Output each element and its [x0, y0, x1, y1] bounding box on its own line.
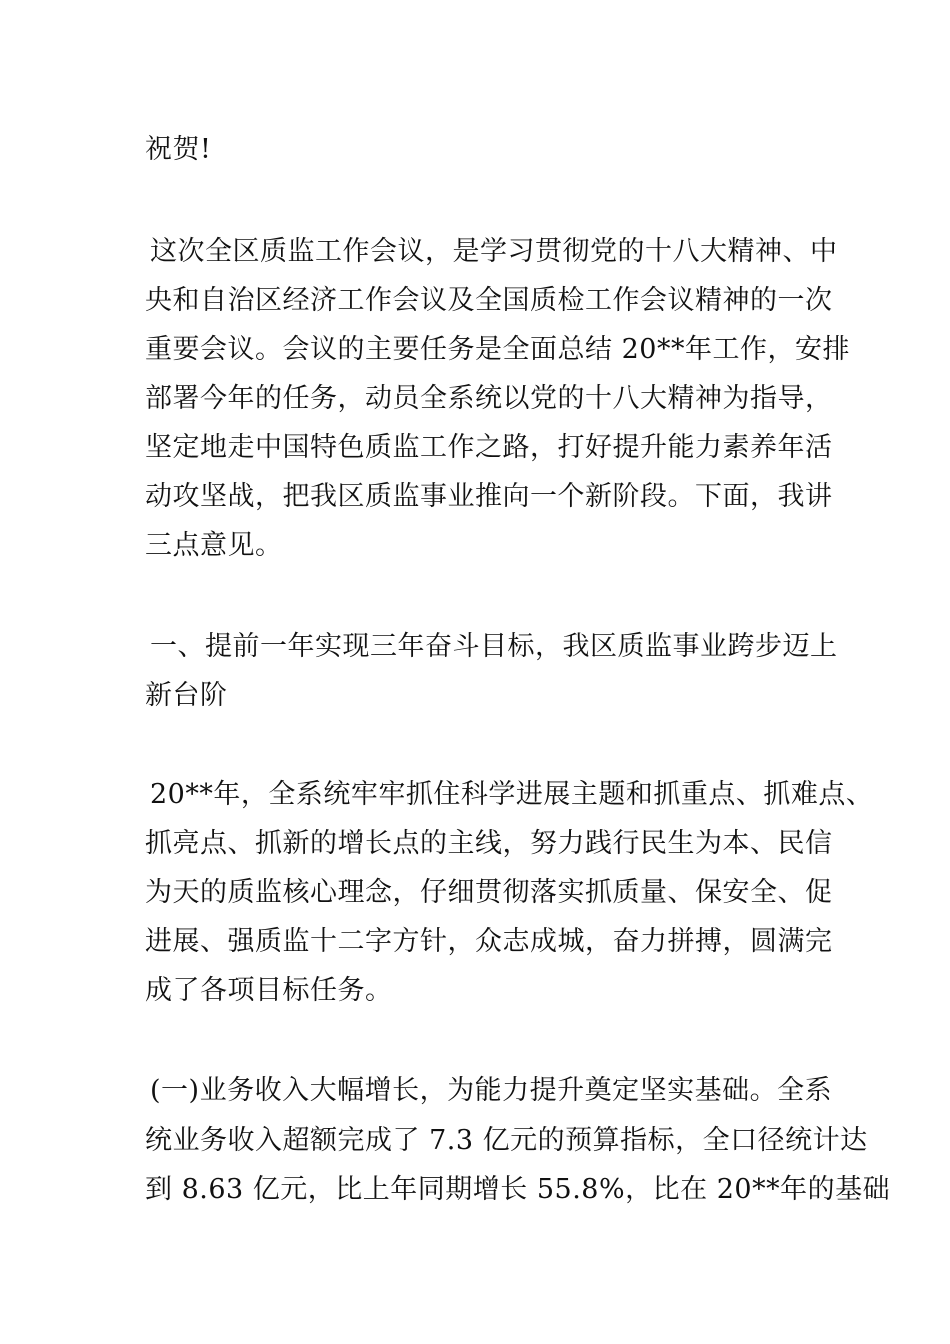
paragraph-line: 重要会议。会议的主要任务是全面总结 20**年工作，安排 — [145, 334, 850, 365]
paragraph-line: (一)业务收入大幅增长，为能力提升奠定坚实基础。全系 — [150, 1075, 833, 1106]
section-heading-line: 一、提前一年实现三年奋斗目标，我区质监事业跨步迈上 — [150, 631, 838, 662]
paragraph-line: 20**年，全系统牢牢抓住科学进展主题和抓重点、抓难点、 — [150, 779, 874, 810]
paragraph-line: 部署今年的任务，动员全系统以党的十八大精神为指导， — [145, 383, 833, 414]
paragraph-line: 坚定地走中国特色质监工作之路，打好提升能力素养年活 — [145, 432, 833, 463]
paragraph-line: 动攻坚战，把我区质监事业推向一个新阶段。下面，我讲 — [145, 481, 833, 512]
greeting-line: 祝贺! — [145, 134, 212, 165]
paragraph-line: 到 8.63 亿元，比上年同期增长 55.8%，比在 20**年的基础 — [145, 1174, 891, 1205]
paragraph-line: 抓亮点、抓新的增长点的主线，努力践行民生为本、民信 — [145, 828, 833, 859]
paragraph-line: 为天的质监核心理念，仔细贯彻落实抓质量、保安全、促 — [145, 877, 833, 908]
paragraph-line: 央和自治区经济工作会议及全国质检工作会议精神的一次 — [145, 285, 833, 316]
section-heading-line: 新台阶 — [145, 680, 228, 711]
paragraph-line: 统业务收入超额完成了 7.3 亿元的预算指标，全口径统计达 — [145, 1125, 868, 1156]
paragraph-line: 这次全区质监工作会议，是学习贯彻党的十八大精神、中 — [150, 236, 838, 267]
paragraph-line: 成了各项目标任务。 — [145, 975, 393, 1006]
paragraph-line: 三点意见。 — [145, 530, 283, 561]
paragraph-line: 进展、强质监十二字方针，众志成城，奋力拼搏，圆满完 — [145, 926, 833, 957]
